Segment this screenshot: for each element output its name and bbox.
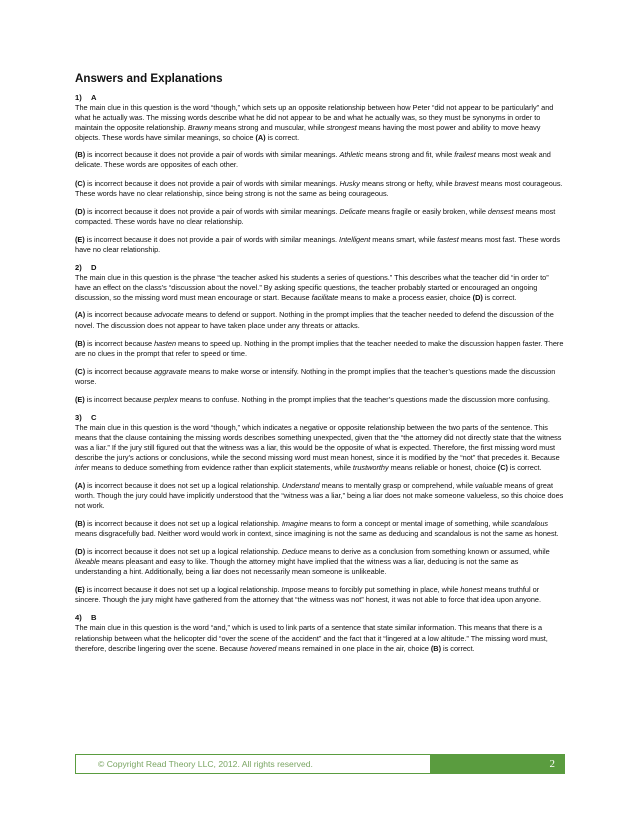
answers-document [75,72,565,661]
question-number: 4) [75,613,82,623]
choice-explanation: (A) is incorrect because it does not set up a logical relationship. Understand means to mentally grasp or comprehend, while valuable means of great worth. Though the jury could have implicitly understood that the “witness was a liar,” being a liar does not make someone valueless, so this choice does not work. [75,480,564,510]
choice-explanation: (D) is incorrect because it does not set up a logical relationship. Deduce means to derive as a conclusion from something known or assumed, while likeable means pleasant and easy to like. Though the attorney might have implied that the witness was a liar, deducing is not the same as understanding a hint. Additionally, being a liar does not necessarily mean someone is unlikeable. [75,547,550,577]
question-block [75,413,565,605]
choice-explanation: (E) is incorrect because it does not set up a logical relationship. Impose means to forcibly put something in place, while honest means truthful or sincere. Though the jury might have gathered from the attorney that “the witness was not” honest, it was not able to force that idea upon anyone. [75,585,542,605]
question-number: 3) [75,413,82,423]
answer-letter: D [91,263,97,273]
copyright-text: © Copyright Read Theory LLC, 2012. All rights reserved. [76,755,430,773]
questions-list [75,93,565,654]
choice-explanation: (B) is incorrect because it does not set up a logical relationship. Imagine means to form a concept or mental image of something, while scandalous means disgracefully bad. Neither word would work in context, since imagining is not the same as deducing and scandalous is not the same as honest. [75,518,559,538]
question-header [75,263,565,273]
choice-explanation: (C) is incorrect because it does not provide a pair of words with similar meanings. Husky means strong or hefty, while bravest means most courageous. These words have no clear relationship, since being strong is not the same as being courageous. [75,178,563,198]
choice-explanation: (E) is incorrect because perplex means to confuse. Nothing in the prompt implies that the teacher’s questions made the discussion more confusing. [75,394,550,404]
page-title: Answers and Explanations [75,72,223,85]
answer-letter: A [91,93,97,102]
page-footer [75,754,565,774]
question-header [75,93,565,103]
question-header [75,613,565,623]
choice-explanation: (E) is incorrect because it does not provide a pair of words with similar meanings. Intelligent means smart, while fastest means most fast. These words have no clear relationship. [75,234,561,255]
question-header [75,413,565,423]
question-number: 2) [75,263,82,273]
explanation-paragraph: The main clue in this question is the word “though,” which indicates a negative or opposite relationship between the two parts of the sentence. This means that the clause containing the missing words describes something unexpected, given that the “the attorney did not directly state that the witness was a liar.” If the jury still figured out that the witness was a liar, this would be the opposite of what is expected. Therefore, the first missing word must describe the jury’s actions or conclusions, while the second missing word must mean honest, since it is modified by the “not” that precedes it. Because infer means to deduce something from evidence rather than explicit statements, while trustworthy means reliable or honest, choice (C) is correct. [75,423,562,473]
answer-letter: B [91,613,97,623]
choice-explanation: (C) is incorrect because aggravate means to make worse or intensify. Nothing in the prompt implies that the teacher’s questions made the discussion worse. [75,366,556,386]
explanation-paragraph: The main clue in this question is the phrase “the teacher asked his students a series of questions.” This describes what the teacher did “in order to” have an effect on the class’s “discussion about the novel.” By asking specific questions, the teacher probably started or encouraged an ongoing discussion, so the missing word must mean encourage or start. Because facilitate means to make a process easier, choice (D) is correct. [75,273,549,303]
choice-explanation: (A) is incorrect because advocate means to defend or support. Nothing in the prompt implies that the teacher needed to defend the discussion of the novel. The discussion does not appear to have taken place under any threats or attacks. [75,310,554,330]
page-number: 2 [549,758,555,770]
question-block [75,613,565,653]
explanation-paragraph: The main clue in this question is the word “and,” which is used to link parts of a sentence that state similar information. This means that there is a relationship between what the helicopter did “over the scene of the accident” and the fact that it “lingered at a low altitude.” The missing word must, therefore, describe lingering over the scene. Because hovered means remained in one place in the air, choice (B) is correct. [75,623,548,653]
question-block [75,93,565,255]
explanation-paragraph: The main clue in this question is the word “though,” which sets up an opposite relationship between how Peter “did not appear to be particularly” and what he actually was. The missing words describe what he did not appear to be and what he actually was, so they must be synonyms in order to maintain the opposite relationship. Brawny means strong and muscular, while strongest means having the most power and ability to move heavy objects. These words have similar meanings, so choice (A) is correct. [75,103,554,143]
answer-letter: C [91,413,97,423]
question-block [75,263,565,405]
question-number: 1) [75,93,82,102]
choice-explanation: (B) is incorrect because hasten means to speed up. Nothing in the prompt implies that the teacher needed to make the discussion happen faster. There are no clues in the prompt that refer to speed or time. [75,338,564,358]
choice-explanation: (D) is incorrect because it does not provide a pair of words with similar meanings. Delicate means fragile or easily broken, while densest means most compacted. These words have no clear relationship. [75,206,556,226]
choice-explanation: (B) is incorrect because it does not provide a pair of words with similar meanings. Athletic means strong and fit, while frailest means most weak and delicate. These words are opposites of each other. [75,150,551,170]
